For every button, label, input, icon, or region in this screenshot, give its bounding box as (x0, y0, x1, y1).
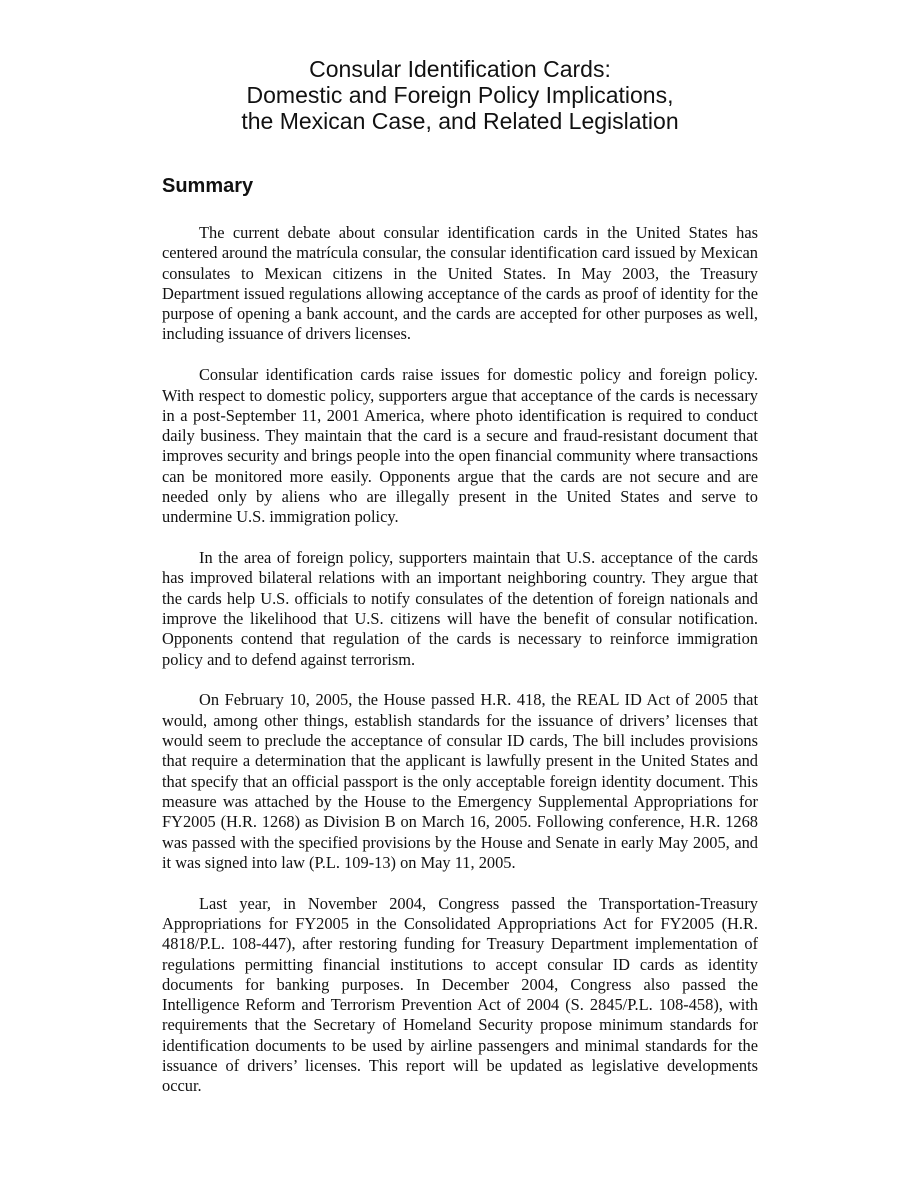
summary-paragraph-3: In the area of foreign policy, supporters maintain that U.S. acceptance of the cards has improved bilateral relations with an important neighboring country. They argue that the cards help U.S. officials to notify consulates of the detention of foreign nationals and improve the likelihood that U.S. citizens will have the benefit of consular notification. Opponents contend that regulation of the cards is necessary to reinforce immigration policy and to defend against terrorism. (162, 548, 758, 669)
summary-paragraph-2: Consular identification cards raise issues for domestic policy and foreign policy. With respect to domestic policy, supporters argue that acceptance of the cards is necessary in a post-September 11, 2001 America, where photo identification is required to conduct daily business. They maintain that the card is a secure and fraud-resistant document that improves security and brings people into the open financial community where transactions can be monitored more easily. Opponents argue that the cards are not secure and are needed only by aliens who are illegally present in the United States and serve to undermine U.S. immigration policy. (162, 365, 758, 527)
summary-paragraph-4: On February 10, 2005, the House passed H.R. 418, the REAL ID Act of 2005 that would, among other things, establish standards for the issuance of drivers’ licenses that would seem to preclude the acceptance of consular ID cards, The bill includes provisions that require a determination that the applicant is lawfully present in the United States and that specify that an official passport is the only acceptable foreign identity document. This measure was attached by the House to the Emergency Supplemental Appropriations for FY2005 (H.R. 1268) as Division B on March 16, 2005. Following conference, H.R. 1268 was passed with the specified provisions by the House and Senate in early May 2005, and it was signed into law (P.L. 109-13) on May 11, 2005. (162, 690, 758, 872)
document-title (162, 56, 758, 134)
section-heading-summary: Summary (162, 175, 254, 197)
title-line-2: Domestic and Foreign Policy Implications, (246, 82, 674, 108)
title-line-1: Consular Identification Cards: (309, 56, 611, 82)
summary-paragraph-1: The current debate about consular identification cards in the United States has centered around the matrícula consular, the consular identification card issued by Mexican consulates to Mexican citizens in the United States. In May 2003, the Treasury Department issued regulations allowing acceptance of the cards as proof of identity for the purpose of opening a bank account, and the cards are accepted for other purposes as well, including issuance of drivers licenses. (162, 223, 758, 344)
summary-paragraph-5: Last year, in November 2004, Congress passed the Transportation-Treasury Appropriations for FY2005 in the Consolidated Appropriations Act for FY2005 (H.R. 4818/P.L. 108-447), after restoring funding for Treasury Department implementation of regulations permitting financial institutions to accept consular ID cards as identity documents for banking purposes. In December 2004, Congress also passed the Intelligence Reform and Terrorism Prevention Act of 2004 (S. 2845/P.L. 108-458), with requirements that the Secretary of Homeland Security propose minimum standards for identification documents to be used by airline passengers and minimal standards for the issuance of drivers’ licenses. This report will be updated as legislative developments occur. (162, 893, 758, 1096)
title-line-3: the Mexican Case, and Related Legislation (241, 108, 679, 134)
document-page (162, 56, 758, 1117)
